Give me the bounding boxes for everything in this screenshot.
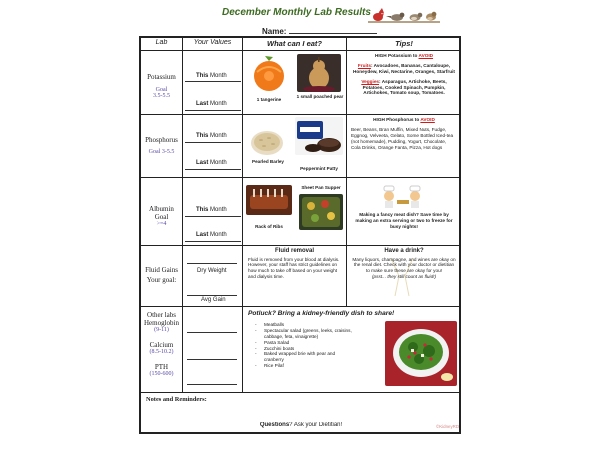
credit-text: ©KidneyRD [435,424,459,429]
header-values: Your Values [193,39,232,46]
phosphorus-this-month: This Month [196,133,227,139]
fluid-removal-title: Fluid removal [274,248,314,254]
potassium-last-line[interactable] [185,110,241,111]
potluck-title: Potluck? Bring a kidney-friendly dish to share! [248,310,395,317]
potluck-list [248,322,354,369]
fluid-removal-text: Fluid is removed from your blood at dialysis. However, your staff has strict guidelines on how much to take off based on your weight and dialysis time. [248,256,340,280]
tangerine-image [247,54,291,94]
fluid-removal-cell [243,246,346,306]
bird-4 [426,12,436,21]
potassium-food1-caption: 1 tangerine [256,97,282,102]
albumin-goal: >=4 [156,221,167,227]
potluck-item: - Pasta Salad [255,339,290,345]
albumin-goal-label: Goal [154,213,169,221]
phosphorus-food2-caption: Peppermint Patty [300,166,338,171]
poached-pear-image [297,54,341,92]
calcium-range: (8.5-10.2) [149,349,174,355]
phosphorus-lab-cell [141,115,182,177]
potluck-item: - Rice Pilaf [255,363,284,369]
name-field [262,26,377,36]
page-title: December Monthly Lab Results [222,7,371,18]
lab-results-table [139,36,461,434]
albumin-food2-caption: Sheet Pan Supper [301,185,341,190]
potluck-item: - Baked wrapped brie with pear and cranberry [255,351,336,363]
phosphorus-last-month: Last Month [196,160,227,166]
rack-of-ribs-image [246,185,292,215]
potassium-name: Potassium [147,73,176,81]
albumin-this-line[interactable] [185,216,241,217]
header-tips: Tips! [395,39,413,48]
potassium-goal-label: Goal [155,87,168,93]
fluid-avg-line[interactable] [187,295,237,296]
fluid-dry-line[interactable] [187,263,237,264]
potassium-last-month: Last Month [196,101,227,107]
salad-image [385,321,457,386]
albumin-values-cell [183,178,242,245]
potassium-tips-cell [347,51,461,114]
fluid-drink-text: Many liquors, champagne, and wines are okay on the renal diet. Check with your doctor or dietitian to make sure these are okay for you! [352,256,456,274]
bird-red [373,8,384,21]
potassium-lab-cell [141,51,182,114]
albumin-lab-cell [141,178,182,245]
potluck-cell [243,307,461,392]
albumin-food-cell [243,178,346,245]
potluck-item: - Zucchini boats [255,345,295,351]
phosphorus-tip-title: HIGH Phosphorus to AVOID [373,117,435,122]
chef-illustration [375,184,431,208]
other-labs-cell [141,307,182,392]
albumin-tip-text: Making a fancy meat dish? Save time by making an extra serving or two to freeze for busy nights! [355,212,453,229]
phosphorus-food1-caption: Pearled Barley [252,159,284,164]
phosphorus-goal: Goal 3-5.5 [148,149,175,155]
albumin-last-line[interactable] [185,241,241,242]
questions-rest: ? Ask your Dietitian! [289,422,343,428]
fluid-name: Fluid Gains [145,266,178,274]
fluid-values-cell [183,246,242,306]
pth-line[interactable] [187,384,237,385]
albumin-this-month: This Month [196,207,227,213]
calcium-line[interactable] [187,359,237,360]
phosphorus-values-cell [183,115,242,177]
fluid-avg-gain: Avg Gain [201,297,226,303]
phosphorus-this-line[interactable] [185,142,241,143]
questions-line [141,422,461,432]
hemoglobin-range: (9-11) [154,327,169,333]
potassium-values-cell [183,51,242,114]
pth-range: (150-600) [149,371,174,377]
potluck-item: - Spectacular salad (greens, leeks, craisins, cabbage, feta, vinaigrette) [255,327,352,339]
fluid-drink-cell [347,246,461,306]
albumin-name: Albumin [149,205,174,213]
albumin-food1-caption: Rack of Ribs [255,224,283,229]
fluid-drink-title: Have a drink? [384,248,424,254]
albumin-last-month: Last Month [196,232,227,238]
bird-2 [386,13,404,21]
phosphorus-name: Phosphorus [145,136,178,144]
header-eat: What can I eat? [266,39,322,48]
other-values-cell [183,307,242,392]
pearled-barley-image [249,127,285,157]
questions-word: Questions [259,422,290,428]
potassium-fruits: Fruits: Avocadoes, Bananas, Cantaloupe, Honeydew, Kiwi, Nectarine, Oranges, Starfruit [353,62,455,74]
pth-label: PTH [154,363,169,371]
other-labs-title: Other labs [147,311,176,319]
albumin-tips-cell [347,178,461,245]
potassium-veggies: Veggies: Asparagus, Artichoke, Beets, Potatoes, Cooked Spinach, Pumpkin, Artichokes, Tomato soup, Tomatoes. [361,78,447,96]
phosphorus-tips-cell [347,115,461,177]
fluid-goal: Your goal: [146,276,177,284]
potassium-food2-caption: 1 small poached pear [296,94,344,99]
hemoglobin-line[interactable] [187,332,237,333]
calcium-label: Calcium [149,341,174,349]
potassium-this-month: This Month [196,73,227,79]
fluid-lab-cell [141,246,182,306]
potluck-item: - Meatballs [255,322,285,327]
potassium-goal: 3.5-5.5 [153,93,170,99]
notes-label: Notes and Reminders: [146,396,207,403]
phosphorus-last-line[interactable] [185,169,241,170]
potassium-tip-title: HIGH Potassium to AVOID [374,53,434,58]
name-line[interactable] [289,26,377,34]
peppermint-patty-image [295,117,343,155]
birds-illustration [368,4,440,26]
bird-3 [410,13,423,21]
hemoglobin-label: Hemoglobin [144,319,179,327]
name-label: Name: [262,27,287,36]
fluid-dry-weight: Dry Weight [197,268,227,274]
header-lab: Lab [155,39,168,46]
potassium-this-line[interactable] [185,81,241,82]
phosphorus-tip-text: Beer, Beans, Bran Muffin, Mixed Nuts, Fudge, Eggnog, Velveeta, Gelato, Some Bottled Iced-tea (not homemade), Pudding, Yogurt, Chocolate, Cola Drinks, Orange Fanta, Pizza, Hot dogs [351,126,454,150]
phosphorus-food-cell [243,115,346,177]
fluid-drink-note: (psst... they still count as fluid!) [371,274,437,280]
sheet-pan-supper-image [299,194,343,230]
potassium-food-cell [243,51,346,114]
